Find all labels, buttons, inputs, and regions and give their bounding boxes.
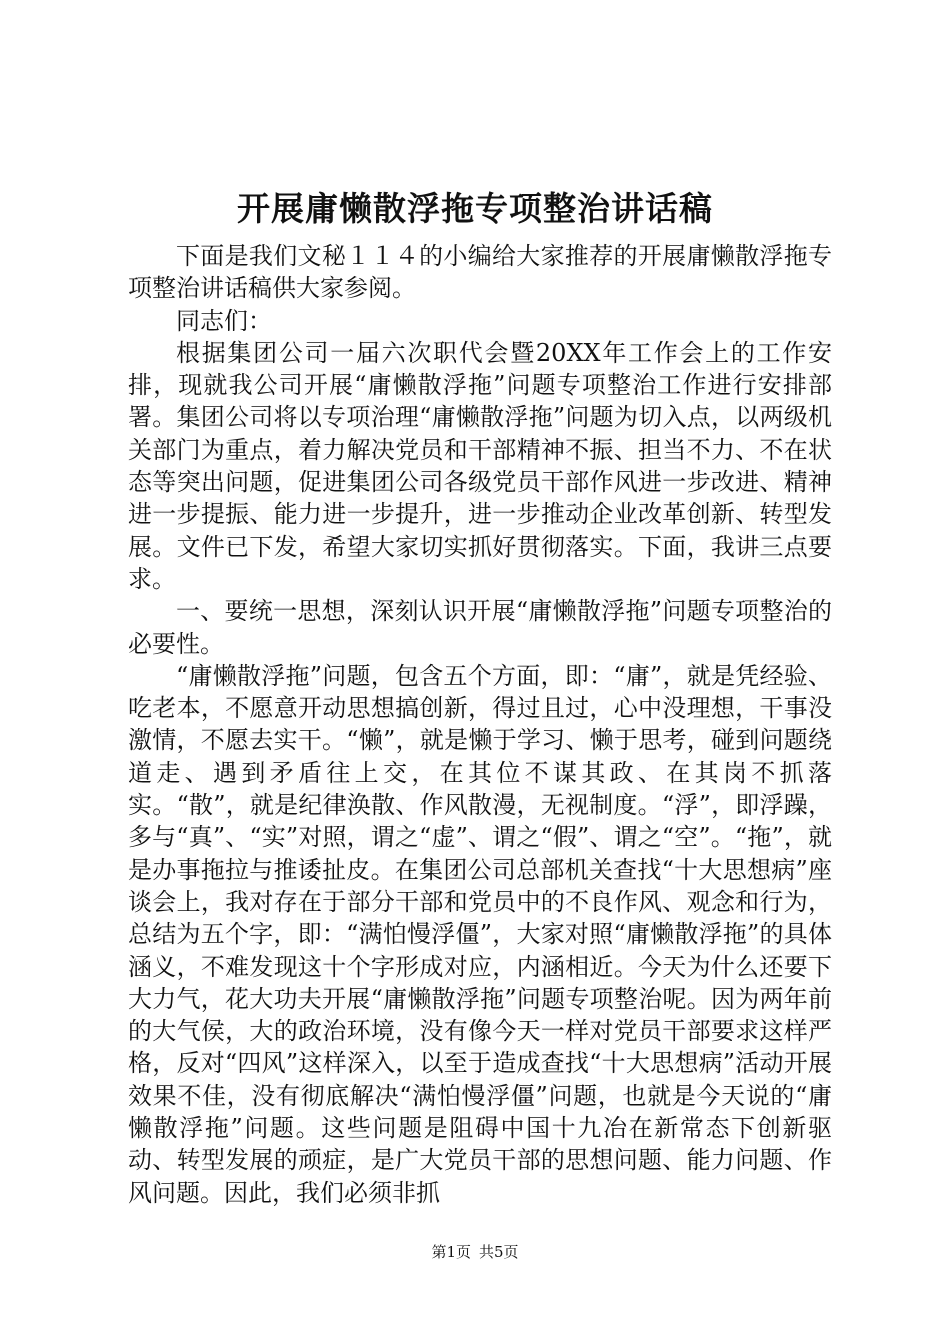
intro-paragraph: 下面是我们文秘１１４的小编给大家推荐的开展庸懒散浮拖专项整治讲话稿供大家参阅。 xyxy=(128,242,832,303)
body-paragraph: 根据集团公司一届六次职代会暨20XX年工作会上的工作安排，现就我公司开展“庸懒散浮拖”问题专项整治工作进行安排部署。集团公司将以专项治理“庸懒散浮拖”问题为切入点，以两级机关部门为重点，着力解决党员和干部精神不振、担当不力、不在状态等突出问题，促进集团公司各级党员干部作风进一步改进、精神进一步提振、能力进一步提升，进一步推动企业改革创新、转型发展。文件已下发，希望大家切实抓好贯彻落实。下面，我讲三点要求。 xyxy=(128,338,832,593)
page-total: 共5页 xyxy=(479,1243,519,1261)
page-footer xyxy=(0,1242,950,1262)
document-body xyxy=(128,240,832,1209)
salutation: 同志们： xyxy=(176,306,272,335)
document-title: 开展庸懒散浮拖专项整治讲话稿 xyxy=(237,189,713,228)
body-paragraph: “庸懒散浮拖”问题，包含五个方面，即：“庸”，就是凭经验、吃老本，不愿意开动思想搞创新，得过且过，心中没理想，干事没激情，不愿去实干。“懒”，就是懒于学习、懒于思考，碰到问题绕道走、遇到矛盾往上交，在其位不谋其政、在其岗不抓落实。“散”，就是纪律涣散、作风散漫，无视制度。“浮”，即浮躁，多与“真”、“实”对照，谓之“虚”、谓之“假”、谓之“空”。“拖”，就是办事拖拉与推诿扯皮。在集团公司总部机关查找“十大思想病”座谈会上，我对存在于部分干部和党员中的不良作风、观念和行为，总结为五个字，即：“满怕慢浮僵”，大家对照“庸懒散浮拖”的具体涵义，不难发现这十个字形成对应，内涵相近。今天为什么还要下大力气，花大功夫开展“庸懒散浮拖”问题专项整治呢。因为两年前的大气侯，大的政治环境，没有像今天一样对党员干部要求这样严格，反对“四风”这样深入，以至于造成查找“十大思想病”活动开展效果不佳，没有彻底解决“满怕慢浮僵”问题，也就是今天说的“庸懒散浮拖”问题。这些问题是阻碍中国十九冶在新常态下创新驱动、转型发展的顽症，是广大党员干部的思想问题、能力问题、作风问题。因此，我们必须非抓 xyxy=(128,661,832,1207)
page-number: 第1页 xyxy=(431,1243,471,1261)
section-heading: 一、要统一思想，深刻认识开展“庸懒散浮拖”问题专项整治的必要性。 xyxy=(128,597,832,658)
